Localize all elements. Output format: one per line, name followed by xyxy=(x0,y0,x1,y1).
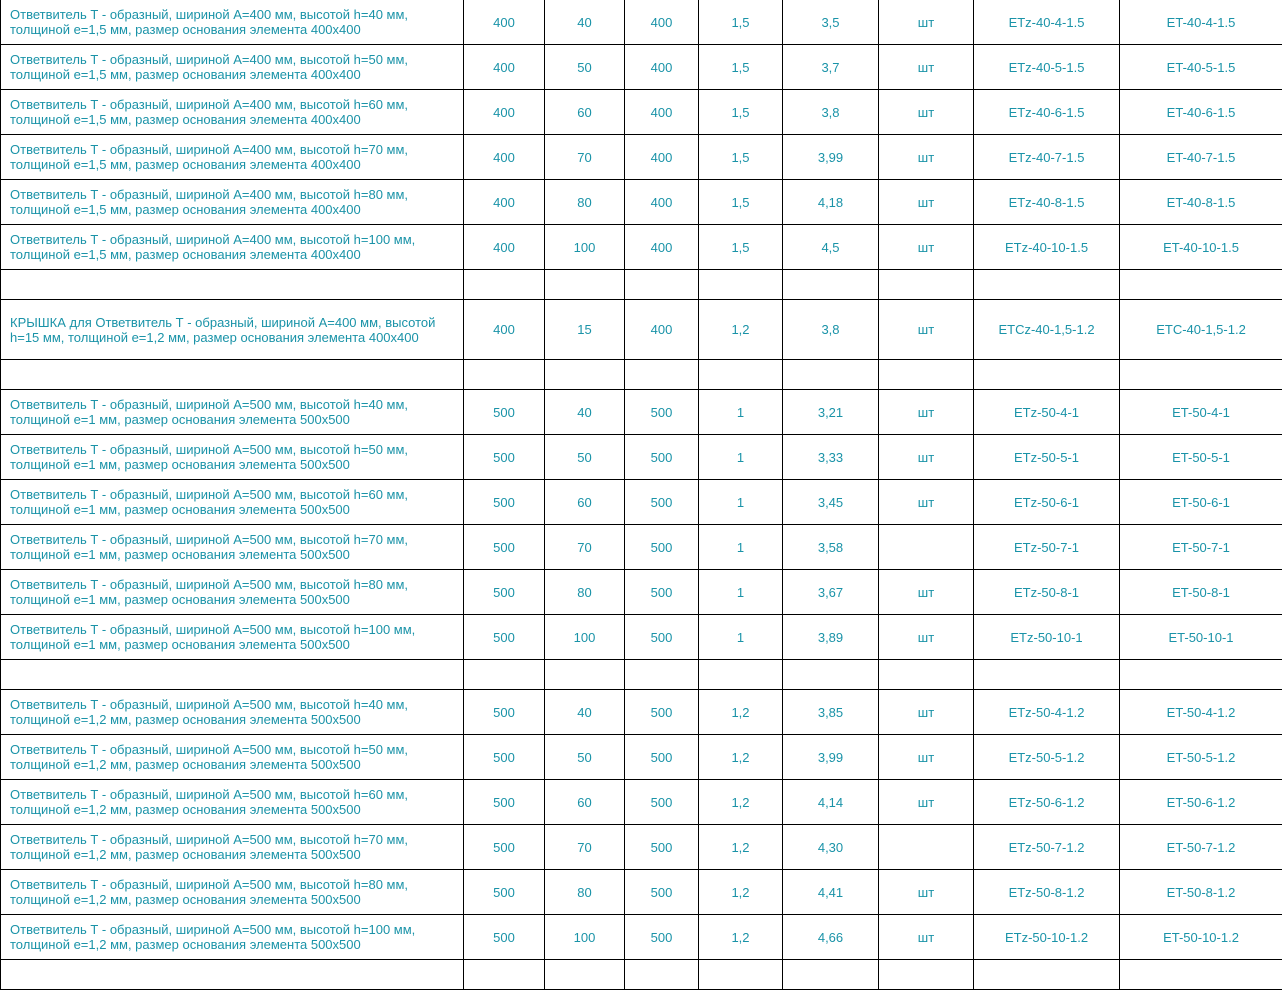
thickness-cell xyxy=(699,360,783,390)
mass-cell: 4,5 xyxy=(783,225,879,270)
width-a-cell xyxy=(464,960,545,990)
description-cell: Ответвитель Т - образный, шириной А=500 мм, высотой h=80 мм, толщиной е=1,2 мм, размер основания элемента 500х500 xyxy=(1,870,464,915)
base-size-cell: 500 xyxy=(625,690,699,735)
mass-cell: 3,58 xyxy=(783,525,879,570)
table-row xyxy=(1,870,1282,915)
unit-cell: шт xyxy=(879,615,974,660)
description-cell xyxy=(1,360,464,390)
unit-cell xyxy=(879,270,974,300)
base-size-cell xyxy=(625,270,699,300)
table-row xyxy=(1,45,1282,90)
base-size-cell: 500 xyxy=(625,870,699,915)
article-code-zinc-cell: ETz-40-5-1.5 xyxy=(974,45,1120,90)
mass-cell xyxy=(783,270,879,300)
description-cell: Ответвитель Т - образный, шириной А=500 мм, высотой h=70 мм, толщиной е=1,2 мм, размер основания элемента 500х500 xyxy=(1,825,464,870)
unit-cell: шт xyxy=(879,570,974,615)
description-cell: Ответвитель Т - образный, шириной А=400 мм, высотой h=100 мм, толщиной е=1,5 мм, размер основания элемента 400х400 xyxy=(1,225,464,270)
table-row xyxy=(1,690,1282,735)
description-cell: Ответвитель Т - образный, шириной А=400 мм, высотой h=40 мм, толщиной е=1,5 мм, размер основания элемента 400х400 xyxy=(1,0,464,45)
height-h-cell: 70 xyxy=(545,135,625,180)
article-code-zinc-cell: ETCz-40-1,5-1.2 xyxy=(974,300,1120,360)
thickness-cell: 1 xyxy=(699,525,783,570)
article-code-zinc-cell: ETz-40-4-1.5 xyxy=(974,0,1120,45)
base-size-cell: 400 xyxy=(625,225,699,270)
height-h-cell: 40 xyxy=(545,0,625,45)
article-code-zinc-cell: ETz-50-4-1 xyxy=(974,390,1120,435)
width-a-cell xyxy=(464,360,545,390)
width-a-cell: 500 xyxy=(464,615,545,660)
description-cell: Ответвитель Т - образный, шириной А=500 мм, высотой h=50 мм, толщиной е=1,2 мм, размер основания элемента 500х500 xyxy=(1,735,464,780)
article-code-cell xyxy=(1120,960,1282,990)
height-h-cell: 60 xyxy=(545,780,625,825)
height-h-cell: 70 xyxy=(545,525,625,570)
base-size-cell: 400 xyxy=(625,135,699,180)
width-a-cell: 500 xyxy=(464,780,545,825)
article-code-zinc-cell: ETz-40-8-1.5 xyxy=(974,180,1120,225)
description-cell: Ответвитель Т - образный, шириной А=500 мм, высотой h=100 мм, толщиной е=1,2 мм, размер основания элемента 500х500 xyxy=(1,915,464,960)
thickness-cell: 1 xyxy=(699,570,783,615)
article-code-zinc-cell xyxy=(974,660,1120,690)
height-h-cell: 50 xyxy=(545,45,625,90)
height-h-cell: 15 xyxy=(545,300,625,360)
unit-cell: шт xyxy=(879,45,974,90)
thickness-cell: 1,5 xyxy=(699,225,783,270)
article-code-zinc-cell: ETz-50-8-1.2 xyxy=(974,870,1120,915)
article-code-cell: ET-50-10-1 xyxy=(1120,615,1282,660)
unit-cell xyxy=(879,960,974,990)
article-code-cell: ET-50-7-1 xyxy=(1120,525,1282,570)
width-a-cell: 500 xyxy=(464,390,545,435)
article-code-zinc-cell: ETz-50-7-1.2 xyxy=(974,825,1120,870)
table-row xyxy=(1,915,1282,960)
mass-cell xyxy=(783,660,879,690)
article-code-zinc-cell: ETz-50-10-1 xyxy=(974,615,1120,660)
article-code-cell: ET-40-7-1.5 xyxy=(1120,135,1282,180)
description-cell: Ответвитель Т - образный, шириной А=500 мм, высотой h=50 мм, толщиной е=1 мм, размер основания элемента 500х500 xyxy=(1,435,464,480)
article-code-cell: ET-50-5-1 xyxy=(1120,435,1282,480)
article-code-cell: ET-50-4-1 xyxy=(1120,390,1282,435)
description-cell: Ответвитель Т - образный, шириной А=500 мм, высотой h=60 мм, толщиной е=1 мм, размер основания элемента 500х500 xyxy=(1,480,464,525)
width-a-cell: 400 xyxy=(464,300,545,360)
width-a-cell: 500 xyxy=(464,570,545,615)
mass-cell: 3,89 xyxy=(783,615,879,660)
base-size-cell: 400 xyxy=(625,0,699,45)
thickness-cell: 1,2 xyxy=(699,300,783,360)
article-code-cell: ET-40-8-1.5 xyxy=(1120,180,1282,225)
table-row xyxy=(1,90,1282,135)
article-code-zinc-cell: ETz-50-10-1.2 xyxy=(974,915,1120,960)
base-size-cell: 500 xyxy=(625,615,699,660)
article-code-cell: ET-50-6-1.2 xyxy=(1120,780,1282,825)
table-row xyxy=(1,525,1282,570)
table-row xyxy=(1,570,1282,615)
article-code-cell xyxy=(1120,660,1282,690)
base-size-cell xyxy=(625,660,699,690)
thickness-cell: 1 xyxy=(699,435,783,480)
unit-cell: шт xyxy=(879,480,974,525)
description-cell: Ответвитель Т - образный, шириной А=500 мм, высотой h=100 мм, толщиной е=1 мм, размер основания элемента 500х500 xyxy=(1,615,464,660)
width-a-cell: 400 xyxy=(464,135,545,180)
blank-row xyxy=(1,270,1282,300)
thickness-cell: 1,2 xyxy=(699,780,783,825)
description-cell: Ответвитель Т - образный, шириной А=400 мм, высотой h=50 мм, толщиной е=1,5 мм, размер основания элемента 400х400 xyxy=(1,45,464,90)
table-row xyxy=(1,180,1282,225)
article-code-cell: ET-50-8-1.2 xyxy=(1120,870,1282,915)
mass-cell: 3,99 xyxy=(783,735,879,780)
thickness-cell xyxy=(699,270,783,300)
height-h-cell: 40 xyxy=(545,390,625,435)
width-a-cell: 500 xyxy=(464,525,545,570)
mass-cell: 4,14 xyxy=(783,780,879,825)
base-size-cell: 500 xyxy=(625,435,699,480)
unit-cell: шт xyxy=(879,90,974,135)
article-code-zinc-cell: ETz-50-5-1.2 xyxy=(974,735,1120,780)
article-code-cell: ET-40-4-1.5 xyxy=(1120,0,1282,45)
article-code-zinc-cell: ETz-50-7-1 xyxy=(974,525,1120,570)
width-a-cell: 500 xyxy=(464,690,545,735)
article-code-cell: ET-50-7-1.2 xyxy=(1120,825,1282,870)
unit-cell: шт xyxy=(879,135,974,180)
description-cell: Ответвитель Т - образный, шириной А=400 мм, высотой h=70 мм, толщиной е=1,5 мм, размер основания элемента 400х400 xyxy=(1,135,464,180)
table-row xyxy=(1,825,1282,870)
description-cell: Ответвитель Т - образный, шириной А=400 мм, высотой h=60 мм, толщиной е=1,5 мм, размер основания элемента 400х400 xyxy=(1,90,464,135)
unit-cell: шт xyxy=(879,0,974,45)
article-code-cell: ET-50-6-1 xyxy=(1120,480,1282,525)
article-code-cell: ET-50-4-1.2 xyxy=(1120,690,1282,735)
table-row xyxy=(1,435,1282,480)
unit-cell xyxy=(879,825,974,870)
unit-cell: шт xyxy=(879,735,974,780)
mass-cell: 3,8 xyxy=(783,300,879,360)
base-size-cell: 500 xyxy=(625,525,699,570)
width-a-cell: 400 xyxy=(464,180,545,225)
article-code-zinc-cell xyxy=(974,270,1120,300)
article-code-zinc-cell: ETz-50-5-1 xyxy=(974,435,1120,480)
base-size-cell xyxy=(625,960,699,990)
base-size-cell xyxy=(625,360,699,390)
mass-cell: 3,45 xyxy=(783,480,879,525)
mass-cell: 4,18 xyxy=(783,180,879,225)
thickness-cell xyxy=(699,960,783,990)
thickness-cell: 1,2 xyxy=(699,735,783,780)
unit-cell: шт xyxy=(879,390,974,435)
table-row xyxy=(1,390,1282,435)
thickness-cell: 1,5 xyxy=(699,135,783,180)
unit-cell: шт xyxy=(879,180,974,225)
mass-cell: 3,85 xyxy=(783,690,879,735)
table-row xyxy=(1,135,1282,180)
mass-cell: 3,67 xyxy=(783,570,879,615)
description-cell: Ответвитель Т - образный, шириной А=500 мм, высотой h=40 мм, толщиной е=1 мм, размер основания элемента 500х500 xyxy=(1,390,464,435)
mass-cell xyxy=(783,360,879,390)
height-h-cell xyxy=(545,270,625,300)
unit-cell xyxy=(879,360,974,390)
unit-cell: шт xyxy=(879,435,974,480)
width-a-cell: 400 xyxy=(464,45,545,90)
width-a-cell: 500 xyxy=(464,435,545,480)
height-h-cell: 100 xyxy=(545,915,625,960)
height-h-cell: 60 xyxy=(545,90,625,135)
description-cell: КРЫШКА для Ответвитель Т - образный, шириной А=400 мм, высотой h=15 мм, толщиной е=1,2 мм, размер основания элемента 400х400 xyxy=(1,300,464,360)
width-a-cell: 500 xyxy=(464,915,545,960)
table-row xyxy=(1,735,1282,780)
thickness-cell: 1,2 xyxy=(699,915,783,960)
thickness-cell: 1,2 xyxy=(699,870,783,915)
mass-cell: 3,33 xyxy=(783,435,879,480)
width-a-cell xyxy=(464,270,545,300)
height-h-cell xyxy=(545,960,625,990)
height-h-cell: 50 xyxy=(545,435,625,480)
article-code-cell: ET-40-6-1.5 xyxy=(1120,90,1282,135)
mass-cell xyxy=(783,960,879,990)
article-code-zinc-cell: ETz-50-4-1.2 xyxy=(974,690,1120,735)
height-h-cell: 40 xyxy=(545,690,625,735)
article-code-zinc-cell xyxy=(974,960,1120,990)
mass-cell: 3,99 xyxy=(783,135,879,180)
mass-cell: 3,5 xyxy=(783,0,879,45)
base-size-cell: 500 xyxy=(625,735,699,780)
article-code-zinc-cell: ETz-50-8-1 xyxy=(974,570,1120,615)
thickness-cell: 1,2 xyxy=(699,825,783,870)
thickness-cell: 1,5 xyxy=(699,180,783,225)
description-cell: Ответвитель Т - образный, шириной А=500 мм, высотой h=80 мм, толщиной е=1 мм, размер основания элемента 500х500 xyxy=(1,570,464,615)
thickness-cell: 1,5 xyxy=(699,0,783,45)
width-a-cell: 500 xyxy=(464,735,545,780)
height-h-cell xyxy=(545,660,625,690)
width-a-cell: 400 xyxy=(464,225,545,270)
unit-cell: шт xyxy=(879,225,974,270)
article-code-zinc-cell: ETz-40-10-1.5 xyxy=(974,225,1120,270)
mass-cell: 4,41 xyxy=(783,870,879,915)
unit-cell: шт xyxy=(879,690,974,735)
table-row xyxy=(1,615,1282,660)
base-size-cell: 500 xyxy=(625,390,699,435)
article-code-zinc-cell: ETz-40-7-1.5 xyxy=(974,135,1120,180)
height-h-cell: 70 xyxy=(545,825,625,870)
table-row xyxy=(1,480,1282,525)
thickness-cell: 1 xyxy=(699,390,783,435)
description-cell: Ответвитель Т - образный, шириной А=500 мм, высотой h=60 мм, толщиной е=1,2 мм, размер основания элемента 500х500 xyxy=(1,780,464,825)
thickness-cell: 1 xyxy=(699,615,783,660)
blank-row xyxy=(1,360,1282,390)
description-cell xyxy=(1,660,464,690)
base-size-cell: 500 xyxy=(625,780,699,825)
blank-row xyxy=(1,960,1282,990)
height-h-cell: 80 xyxy=(545,870,625,915)
mass-cell: 3,8 xyxy=(783,90,879,135)
description-cell xyxy=(1,270,464,300)
width-a-cell: 500 xyxy=(464,825,545,870)
article-code-cell: ET-50-8-1 xyxy=(1120,570,1282,615)
base-size-cell: 400 xyxy=(625,45,699,90)
article-code-zinc-cell: ETz-50-6-1 xyxy=(974,480,1120,525)
base-size-cell: 500 xyxy=(625,825,699,870)
height-h-cell: 60 xyxy=(545,480,625,525)
mass-cell: 3,7 xyxy=(783,45,879,90)
description-cell: Ответвитель Т - образный, шириной А=500 мм, высотой h=70 мм, толщиной е=1 мм, размер основания элемента 500х500 xyxy=(1,525,464,570)
table-row xyxy=(1,780,1282,825)
thickness-cell: 1 xyxy=(699,480,783,525)
base-size-cell: 400 xyxy=(625,90,699,135)
article-code-cell: ET-40-10-1.5 xyxy=(1120,225,1282,270)
unit-cell: шт xyxy=(879,915,974,960)
table-row xyxy=(1,225,1282,270)
height-h-cell: 80 xyxy=(545,570,625,615)
height-h-cell xyxy=(545,360,625,390)
description-cell: Ответвитель Т - образный, шириной А=400 мм, высотой h=80 мм, толщиной е=1,5 мм, размер основания элемента 400х400 xyxy=(1,180,464,225)
unit-cell: шт xyxy=(879,870,974,915)
width-a-cell: 400 xyxy=(464,90,545,135)
thickness-cell: 1,5 xyxy=(699,90,783,135)
width-a-cell: 500 xyxy=(464,480,545,525)
mass-cell: 4,30 xyxy=(783,825,879,870)
thickness-cell: 1,5 xyxy=(699,45,783,90)
article-code-cell: ETC-40-1,5-1.2 xyxy=(1120,300,1282,360)
base-size-cell: 500 xyxy=(625,570,699,615)
table-row xyxy=(1,0,1282,45)
height-h-cell: 100 xyxy=(545,615,625,660)
blank-row xyxy=(1,660,1282,690)
height-h-cell: 80 xyxy=(545,180,625,225)
width-a-cell: 400 xyxy=(464,0,545,45)
article-code-cell: ET-40-5-1.5 xyxy=(1120,45,1282,90)
width-a-cell: 500 xyxy=(464,870,545,915)
width-a-cell xyxy=(464,660,545,690)
description-cell xyxy=(1,960,464,990)
article-code-cell xyxy=(1120,270,1282,300)
article-code-zinc-cell xyxy=(974,360,1120,390)
height-h-cell: 100 xyxy=(545,225,625,270)
unit-cell xyxy=(879,525,974,570)
unit-cell: шт xyxy=(879,300,974,360)
article-code-cell: ET-50-10-1.2 xyxy=(1120,915,1282,960)
thickness-cell xyxy=(699,660,783,690)
base-size-cell: 500 xyxy=(625,480,699,525)
article-code-zinc-cell: ETz-40-6-1.5 xyxy=(974,90,1120,135)
mass-cell: 4,66 xyxy=(783,915,879,960)
article-code-zinc-cell: ETz-50-6-1.2 xyxy=(974,780,1120,825)
thickness-cell: 1,2 xyxy=(699,690,783,735)
article-code-cell: ET-50-5-1.2 xyxy=(1120,735,1282,780)
height-h-cell: 50 xyxy=(545,735,625,780)
base-size-cell: 500 xyxy=(625,915,699,960)
unit-cell: шт xyxy=(879,780,974,825)
base-size-cell: 400 xyxy=(625,300,699,360)
base-size-cell: 400 xyxy=(625,180,699,225)
unit-cell xyxy=(879,660,974,690)
description-cell: Ответвитель Т - образный, шириной А=500 мм, высотой h=40 мм, толщиной е=1,2 мм, размер основания элемента 500х500 xyxy=(1,690,464,735)
article-code-cell xyxy=(1120,360,1282,390)
mass-cell: 3,21 xyxy=(783,390,879,435)
table-row xyxy=(1,300,1282,360)
